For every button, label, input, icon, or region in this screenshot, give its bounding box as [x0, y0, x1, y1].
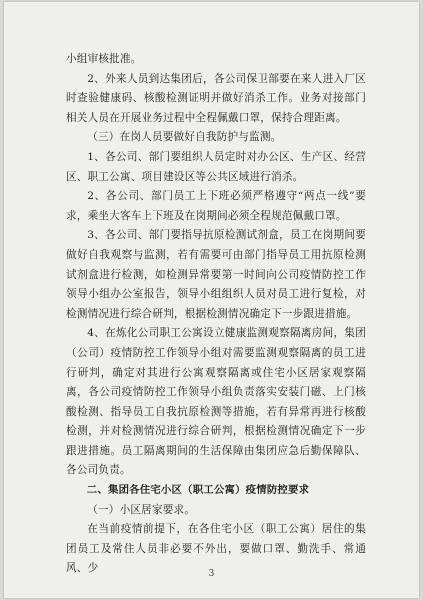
document-body [66, 50, 366, 579]
paragraph-isolation: 4、在炼化公司职工公寓设立健康监测观察隔离房间，集团（公司）疫情防控工作领导小组对需要监测观察隔离的员工进行研判，确定对其进行公寓观察隔离或住宅小区居家观察隔离，各公司疫情防控工作领导小组负责落实安装门磁、上门核酸检测、指导员工自我抗原检测等措施，若有异常再进行核酸检测，并对检测情况进行综合研判，根据检测情况确定下一步跟进措施。员工隔离期间的生活保障由集团应急后勤保障队、各公司负责。 [66, 327, 366, 477]
paragraph-commute: 2、各公司、部门员工上下班必须严格遵守“两点一线”要求，乘坐大客车上下班及在岗期间必须全程规范佩戴口罩。 [66, 190, 366, 222]
subheading-home-requirements: （一）小区居家要求。 [87, 503, 196, 516]
paragraph-continuation: 小组审核批准。 [66, 53, 142, 65]
document-page [4, 2, 419, 598]
subheading-self-protection: （三）在岗人员要做好自我防护与监测。 [87, 131, 282, 144]
paragraph-antigen-test: 3、各公司、部门要指导抗原检测试剂盒，员工在岗期间要做好自我观察与监测，若有需要可由部门指导员工用抗原检测试剂盒进行检测，如检测异常要第一时间向公司疫情防控工作领导小组办公室报告，领导小组组织人员对员工进行复检，对检测情况进行综合研判，根据检测情况确定下一步跟进措施。 [66, 229, 366, 320]
paragraph-disinfection: 1、各公司、部门要组织人员定时对办公区、生产区、经营区、职工公寓、项目建设区等公共区域进行消杀。 [66, 150, 366, 183]
page-number: 3 [208, 569, 215, 579]
paragraph-home-guidance: 在当前疫情前提下，在各住宅小区（职工公寓）居住的集团员工及常住人员非必要不外出，要做口罩、勤洗手、常通风、少 [66, 523, 366, 575]
section-heading-residential: 二、集团各住宅小区（职工公寓）疫情防控要求 [86, 484, 310, 497]
paragraph-visitor-check: 2、外来人员到达集团后，各公司保卫部要在来人进入厂区时查验健康码、核酸检测证明并做好消杀工作。业务对接部门相关人员在开展业务过程中全程佩戴口罩，保持合理距离。 [66, 72, 366, 124]
